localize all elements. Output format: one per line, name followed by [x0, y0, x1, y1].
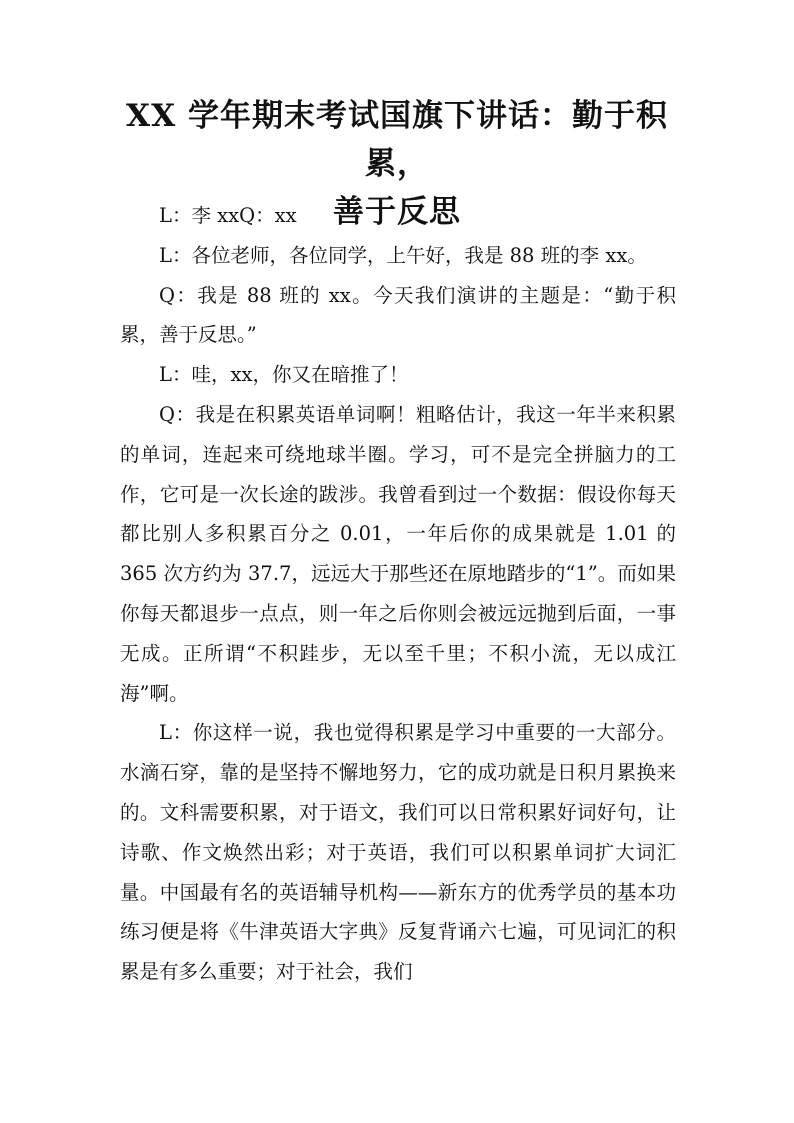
- paragraph-greeting: L：各位老师，各位同学，上午好，我是 88 班的李 xx。: [159, 243, 647, 267]
- paragraph-vocabulary: Q：我是在积累英语单词啊！粗略估计，我这一年半来积累的单词，连起来可绕地球半圈。学习，可不是完全拼脑力的工作，它可是一次长途的跋涉。我曾看到过一个数据：假设你每天都比别人多积累百分之 0.01，一年后你的成果就是 1.01 的 365 次方约为 37.7，远远大于那些还在原地踏步的“1”。而如果你每天都退步一点点，则一年之后你则会被远远抛到后面，一事无成。正所谓“不积跬步，无以至千里；不积小流，无以成江海”啊。: [120, 402, 676, 705]
- paragraph-speakers: L：李 xxQ：xx: [159, 204, 297, 227]
- title-line-1: XX 学年期末考试国旗下讲话：勤于积累，: [126, 98, 668, 182]
- paragraph-exclamation: L：哇，xx，你又在暗推了！: [159, 363, 409, 387]
- paragraph-topic: Q：我是 88 班的 xx。今天我们演讲的主题是：“勤于积累，善于反思。”: [120, 283, 676, 347]
- title-line-2: 善于反思: [333, 194, 461, 230]
- document-body: [120, 196, 676, 992]
- paragraph-accumulation: L：你这样一说，我也觉得积累是学习中重要的一大部分。水滴石穿，靠的是坚持不懈地努力，它的成功就是日积月累换来的。文科需要积累，对于语文，我们可以日常积累好词好句，让诗歌、作文焕然出彩；对于英语，我们可以积累单词扩大词汇量。中国最有名的英语辅导机构——新东方的优秀学员的基本功练习便是将《牛津英语大字典》反复背诵六七遍，可见词汇的积累是有多么重要；对于社会，我们: [120, 721, 676, 984]
